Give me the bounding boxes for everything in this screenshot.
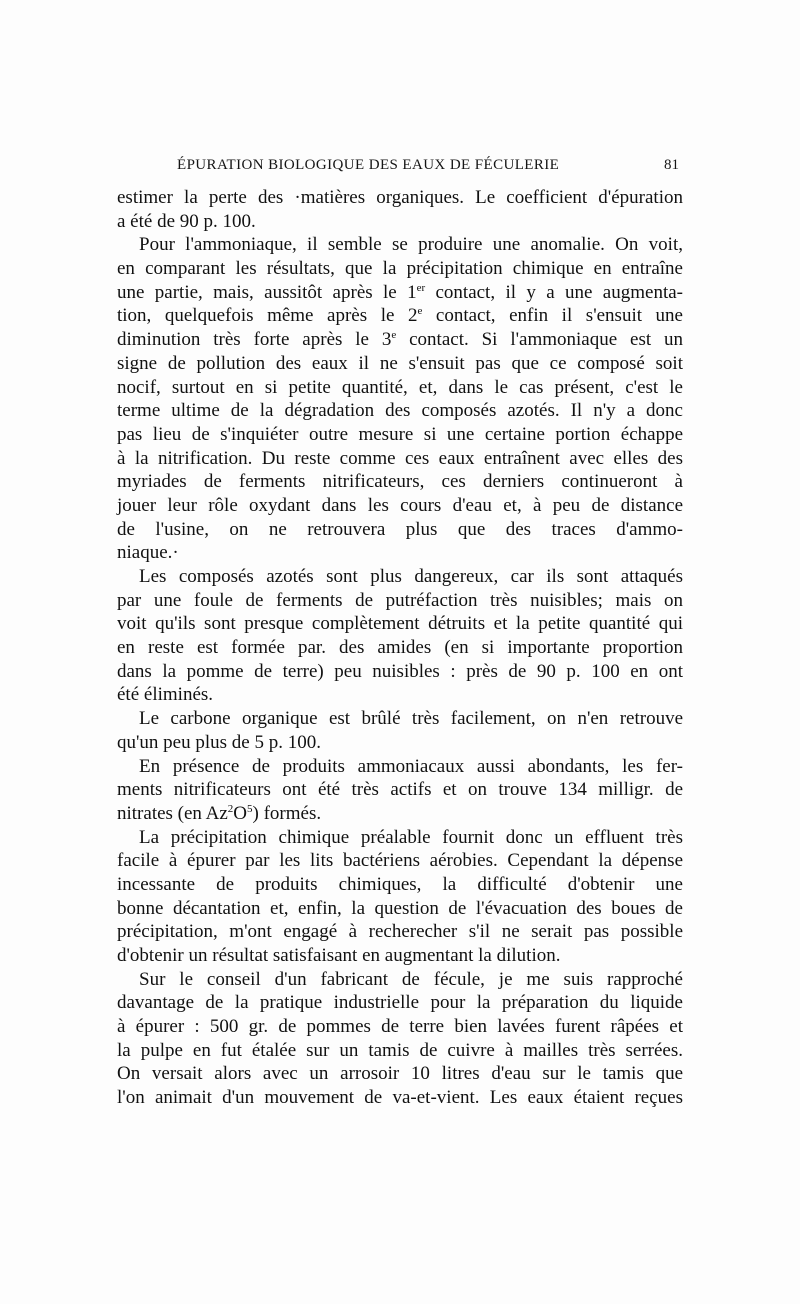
text-line: nitrates (en $Az^2O^5$) formés.	[117, 802, 322, 824]
text-line: voit qu'ils sont presque complètement détruits et la petite quantité qui	[117, 613, 683, 635]
page-number: 81	[664, 157, 679, 173]
superscript: e	[391, 329, 397, 342]
running-header	[117, 157, 683, 179]
text-line: ments nitrificateurs ont été très actifs et on trouve 134 milligr. de	[117, 779, 683, 801]
paragraph	[117, 233, 683, 565]
text-line: à la nitrification. Du reste comme ces eaux entraînent avec elles des	[117, 447, 683, 469]
text-line: myriades de ferments nitrificateurs, ces derniers continueront à	[117, 471, 683, 493]
paragraph	[117, 707, 683, 754]
text-line: terme ultime de la dégradation des composés azotés. Il n'y a donc	[117, 400, 683, 422]
text-line: en comparant les résultats, que la précipitation chimique en entraîne	[117, 258, 683, 280]
text-line: niaque.·	[117, 542, 179, 564]
superscript: 5	[247, 802, 253, 815]
text-line: en reste est formée par. des amides (en si importante proportion	[117, 637, 683, 659]
text-line: incessante de produits chimiques, la difficulté d'obtenir une	[117, 873, 683, 895]
paragraph	[117, 755, 683, 826]
text-line: tion, quelquefois même après le 2e contact, enfin il s'ensuit une	[117, 305, 683, 327]
text-line: On versait alors avec un arrosoir 10 litres d'eau sur le tamis que	[117, 1063, 683, 1085]
text-line: d'obtenir un résultat satisfaisant en augmentant la dilution.	[117, 945, 561, 966]
text-line: signe de pollution des eaux il ne s'ensuit pas que ce composé soit	[117, 352, 683, 374]
text-line: à épurer : 500 gr. de pommes de terre bien lavées furent râpées et	[117, 1016, 683, 1038]
paragraph	[117, 826, 683, 968]
text-line: davantage de la pratique industrielle pour la préparation du liquide	[117, 992, 683, 1014]
text-line: estimer la perte des ·matières organiques. Le coefficient d'épuration	[117, 187, 683, 208]
body-text	[117, 186, 683, 1110]
text-line: diminution très forte après le 3e contact. Si l'ammoniaque est un	[117, 329, 683, 351]
text-line: précipitation, m'ont engagé à recherecher s'il ne serait pas possible	[117, 921, 683, 943]
text-line: En présence de produits ammoniacaux aussi abondants, les fer-	[139, 755, 683, 777]
text-line: La précipitation chimique préalable fournit donc un effluent très	[139, 826, 683, 848]
text-line: pas lieu de s'inquiéter outre mesure si une certaine portion échappe	[117, 423, 683, 445]
paragraph	[117, 186, 683, 233]
text-line: de l'usine, on ne retrouvera plus que des traces d'ammo-	[117, 518, 683, 540]
superscript: e	[417, 305, 423, 318]
text-line: qu'un peu plus de 5 p. 100.	[117, 731, 321, 753]
text-line: bonne décantation et, enfin, la question de l'évacuation des boues de	[117, 897, 683, 919]
text-line: la pulpe en fut étalée sur un tamis de cuivre à mailles très serrées.	[117, 1039, 683, 1061]
text-line: une partie, mais, aussitôt après le 1er contact, il y a une augmenta-	[117, 281, 683, 303]
paragraph	[117, 968, 683, 1110]
text-line: nocif, surtout en si petite quantité, et, dans le cas présent, c'est le	[117, 376, 683, 398]
text-line: dans la pomme de terre) peu nuisibles : près de 90 p. 100 en ont	[117, 660, 683, 682]
text-line: facile à épurer par les lits bactériens aérobies. Cependant la dépense	[117, 850, 683, 872]
text-line: l'on animait d'un mouvement de va-et-vient. Les eaux étaient reçues	[117, 1087, 683, 1109]
text-line: Pour l'ammoniaque, il semble se produire une anomalie. On voit,	[139, 234, 683, 256]
running-title: ÉPURATION BIOLOGIQUE DES EAUX DE FÉCULERIE	[177, 157, 560, 173]
text-line: Les composés azotés sont plus dangereux, car ils sont attaqués	[139, 566, 683, 587]
text-line: Sur le conseil d'un fabricant de fécule, je me suis rapproché	[139, 968, 683, 990]
text-line: jouer leur rôle oxydant dans les cours d'eau et, à peu de distance	[117, 494, 683, 516]
text-line: été éliminés.	[117, 684, 214, 706]
text-line: a été de 90 p. 100.	[117, 210, 256, 232]
text-line: Le carbone organique est brûlé très facilement, on n'en retrouve	[139, 708, 683, 730]
paragraph	[117, 565, 683, 707]
text-line: par une foule de ferments de putréfaction très nuisibles; mais on	[117, 589, 683, 611]
superscript: 2	[227, 802, 234, 815]
superscript: er	[416, 281, 426, 294]
